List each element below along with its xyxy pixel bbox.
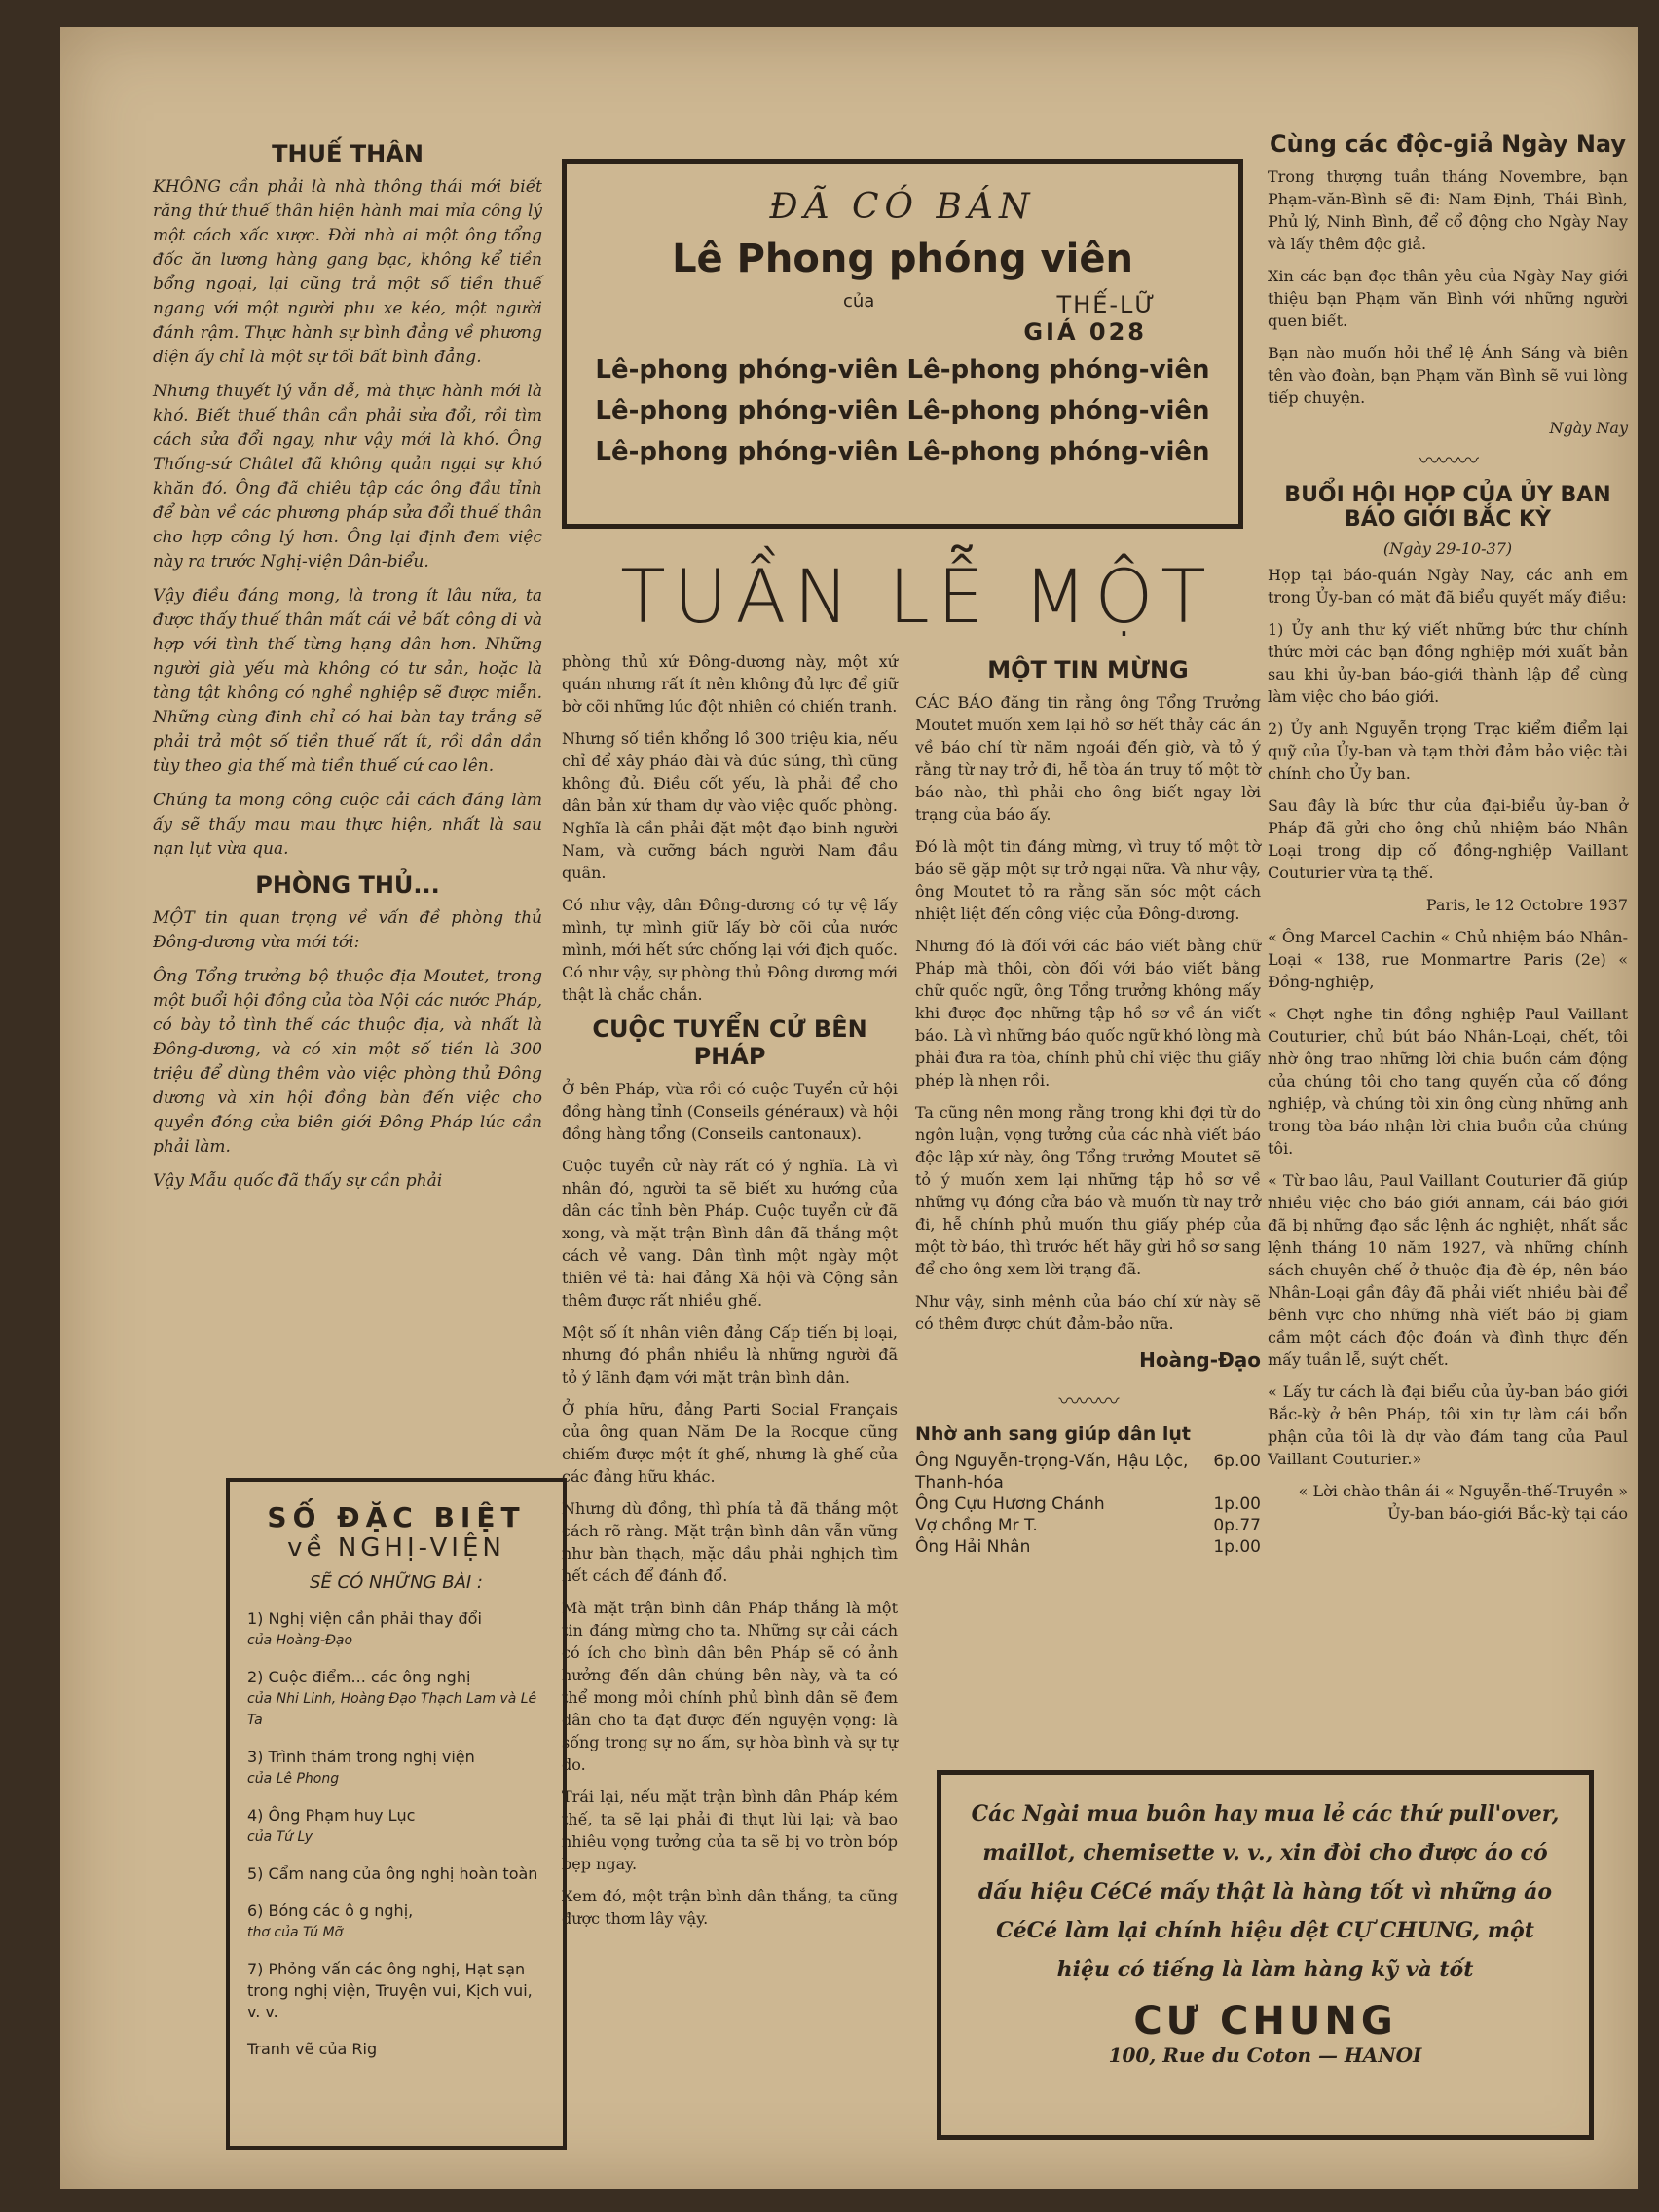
ad-repeat-line: Lê-phong phóng-viên Lê-phong phóng-viên	[595, 355, 1210, 385]
paragraph: KHÔNG cần phải là nhà thông thái mới biết rằng thứ thuế thân hiện hành mai mỉa công lý một cách xấc xược. Đời nhà ai một ông tổng đốc ăn lương hàng gang bạc, không kể tiền bổng ngoại, lại cũng trả một số tiền thuế ngang với một người phu xe kéo, một người đánh rậm. Thực hành sự bình đẳng về phương diện ấy chỉ là một sự tối bất bình đẳng.	[153, 177, 542, 367]
clothing-advertisement	[937, 1770, 1594, 2140]
paragraph: Nhưng số tiền khổng lồ 300 triệu kia, nếu chỉ để xây pháo đài và đúc súng, thì cũng không đủ. Điều cốt yếu, là phải để cho dân bản xứ tham dự vào việc quốc phòng. Nghĩa là cần phải đặt một đạo binh người Nam, và cưỡng bách người Nam đầu quân.	[562, 729, 898, 882]
special-item: Tranh vẽ của Rig	[247, 2040, 378, 2058]
book-advertisement	[562, 159, 1243, 529]
donor-name: Vợ chồng Mr T.	[915, 1516, 1038, 1535]
paragraph: Xin các bạn đọc thân yêu của Ngày Nay giới thiệu bạn Phạm văn Bình với những người quen biết.	[1268, 267, 1628, 330]
article-title-thue-than: THUẾ THÂN	[272, 140, 424, 167]
donor-amount: 6p.00	[1213, 1452, 1261, 1471]
signature: Ngày Nay	[1549, 419, 1628, 437]
ad-brand: CƯ CHUNG	[1133, 1999, 1397, 2044]
special-item: 5) Cẩm nang của ông nghị hoàn toàn	[247, 1864, 538, 1883]
paragraph: Trái lại, nếu mặt trận bình dân Pháp kém thế, ta sẽ lại phải đi thụt lùi lại; và bao nhiêu vọng tưởng của ta sẽ bị vo tròn bóp bẹp ngay.	[562, 1788, 898, 1873]
ad-author: THẾ-LỮ	[1056, 291, 1157, 318]
paragraph: CÁC BÁO đăng tin rằng ông Tổng Trưởng Moutet muốn xem lại hồ sơ hết thảy các án về báo chí từ năm ngoái đến giờ, và tỏ ý rằng từ nay trở đi, hễ tòa án truy tố một tờ báo nào, thì phải cho ông biết ngay lời trạng của báo ấy.	[915, 693, 1261, 824]
special-title: SỐ ĐẶC BIỆT	[267, 1501, 526, 1533]
donor-amount: 0p.77	[1213, 1516, 1261, 1535]
paragraph: phòng thủ xứ Đông-dương này, một xứ quán nhưng rất ít nên không đủ lực để giữ bờ cõi những lúc đột nhiên có chiến tranh.	[562, 652, 898, 716]
donor-list	[915, 1423, 1261, 1558]
paragraph: Ở phía hữu, đảng Parti Social Français của ông quan Năm De la Rocque cũng chiếm được một ít ghế, nhưng là ghế của các đảng hữu khác.	[562, 1400, 898, 1486]
ad-price: GIÁ 028	[1023, 318, 1147, 346]
paragraph: Trong thượng tuần tháng Novembre, bạn Phạm-văn-Bình sẽ đi: Nam Định, Thái Bình, Phủ lý, Ninh Bình, để cổ động cho Ngày Nay và lấy thêm độc giả.	[1268, 167, 1628, 253]
wavy-divider: 〰〰〰	[1058, 1390, 1118, 1415]
article-title-tuyen-cu: CUỘC TUYỂN CỬ BÊN PHÁP	[592, 1015, 867, 1070]
special-item: 1) Nghị viện cần phải thay đổi của Hoàng-Đạo	[247, 1609, 482, 1648]
donor-row	[915, 1536, 1261, 1558]
paragraph: Bạn nào muốn hỏi thể lệ Ánh Sáng và biên tên vào đoàn, bạn Phạm văn Bình sẽ vui lòng tiếp chuyện.	[1268, 344, 1628, 407]
special-intro: SẼ CÓ NHỮNG BÀI :	[310, 1572, 483, 1593]
ad-body: Các Ngài mua buôn hay mua lẻ các thứ pull'over, maillot, chemisette v. v., xin đòi cho được áo có dấu hiệu CéCé mấy thật là hàng tốt vì những áo CéCé làm lại chính hiệu dệt CỰ CHUNG, một hiệu có tiếng là làm hàng kỹ và tốt	[971, 1801, 1560, 1982]
letter-closing: « Lời chào thân ái « Nguyễn-thế-Truyền » Ủy-ban báo-giới Bắc-kỳ tại cáo	[1298, 1482, 1628, 1523]
donor-row	[915, 1451, 1261, 1493]
column-1	[153, 134, 542, 1203]
paragraph: Nhưng thuyết lý vẫn dễ, mà thực hành mới là khó. Biết thuế thân cần phải sửa đổi, rồi tìm cách sửa đổi ngay, như vậy mới là khó. Ông Thống-sứ Châtel đã không quản ngại sự khó khăn đó. Ông đã chiêu tập các ông đầu tỉnh để bàn về các phương pháp sửa đổi thuế thân cho hợp công lý hơn. Ông lại định đem việc này ra trước Nghị-viện Dân-biểu.	[153, 382, 542, 571]
ad-author-row	[590, 291, 1215, 318]
column-2	[562, 650, 898, 1939]
ad-of: của	[843, 291, 875, 312]
paragraph: Xem đó, một trận bình dân thắng, ta cũng được thơm lây vậy.	[562, 1887, 898, 1928]
special-item: 2) Cuộc điểm... các ông nghị của Nhi Linh, Hoàng Đạo Thạch Lam và Lê Ta	[247, 1668, 537, 1728]
section-masthead: TUẦN LỄ MỘT	[620, 553, 1214, 640]
article-title-tin-mung: MỘT TIN MỪNG	[987, 656, 1189, 683]
donor-amount: 1p.00	[1213, 1537, 1261, 1557]
paragraph: Đó là một tin đáng mừng, vì truy tố một tờ báo sẽ gặp một sự trở ngại nữa. Và như vậy, ông Moutet tỏ ra rằng săn sóc một cách nhiệt liệt đến công việc của Đông-dương.	[915, 837, 1261, 923]
paragraph: « Lấy tư cách là đại biểu của ủy-ban báo giới Bắc-kỳ ở bên Pháp, tôi xin tự làm cái bổn phận của tôi là dự vào đám tang của Paul Vaillant Couturier.»	[1268, 1382, 1628, 1468]
author-signature: Hoàng-Đạo	[1139, 1348, 1261, 1372]
paragraph: Ông Tổng trưởng bộ thuộc địa Moutet, trong một buổi hội đồng của tòa Nội các nước Pháp, có bày tỏ tình thế các thuộc địa, và nhất là Đông-dương, và có xin một số tiền là 300 triệu để dùng thêm vào việc phòng thủ Đông dương và xin hội đồng bàn đến việc cho quyền đóng cửa biên giới Đông Pháp lúc cần phải làm.	[153, 967, 542, 1157]
paragraph: 2) Ủy anh Nguyễn trọng Trạc kiểm điểm lại quỹ của Ủy-ban và tạm thời đảm bảo việc tài chính cho Ủy ban.	[1268, 719, 1628, 783]
wavy-divider: 〰〰〰	[1418, 450, 1477, 474]
paragraph: Nhưng dù đồng, thì phía tả đã thắng một cách rõ ràng. Mặt trận bình dân vẫn vững như bàn thạch, mặc dầu phải nghịch tìm hết cách để đánh đổ.	[562, 1499, 898, 1585]
paragraph: « Chợt nghe tin đồng nghiệp Paul Vaillant Couturier, chủ bút báo Nhân-Loại, chết, tôi nhờ ông trao những lời chia buồn cảm động của chúng tôi cho tang quyến của cố đồng nghiệp, và chúng tôi xin ông cùng những anh trong tòa báo nhận lời chia buồn của chúng tôi.	[1268, 1005, 1628, 1158]
paragraph: Nhưng đó là đối với các báo viết bằng chữ Pháp mà thôi, còn đối với báo viết bằng chữ quốc ngữ, ông Tổng trưởng không mấy khi được đọc những tập hồ sơ về án viết báo. Là vì những báo quốc ngữ khó lòng mà phải đưa ra tòa, chính phủ chỉ việc thu giấy phép là nhẹn rồi.	[915, 937, 1261, 1089]
article-title-hoi-hop: BUỔI HỘI HỌP CỦA ỦY BAN BÁO GIỚI BẮC KỲ	[1284, 483, 1611, 532]
paragraph: Ở bên Pháp, vừa rồi có cuộc Tuyển cử hội đồng hàng tỉnh (Conseils généraux) và hội đồng hàng tổng (Conseils cantonaux).	[562, 1080, 898, 1143]
newspaper-page	[60, 27, 1638, 2189]
special-subtitle: về NGHỊ-VIỆN	[287, 1533, 505, 1563]
article-title-phong-thu: PHÒNG THỦ...	[255, 871, 440, 899]
paragraph: Cuộc tuyển cử này rất có ý nghĩa. Là vì nhân đó, người ta sẽ biết xu hướng của dân các tỉnh bên Pháp. Cuộc tuyển cử đã xong, và mặt trận Bình dân đã thắng một cách vẻ vang. Dân tình một ngày một thiên về tả: hai đảng Xã hội và Cộng sản thêm được rất nhiều ghế.	[562, 1157, 898, 1309]
paragraph: 1) Ủy anh thư ký viết những bức thư chính thức mời các bạn đồng nghiệp mới xuất bản sau khi ủy-ban báo-giới thành lập để cùng làm việc cho báo giới.	[1268, 620, 1628, 706]
paragraph: Như vậy, sinh mệnh của báo chí xứ này sẽ có thêm được chút đảm-bảo nữa.	[915, 1292, 1261, 1333]
donor-name: Ông Cựu Hương Chánh	[915, 1494, 1105, 1514]
paragraph: Vậy điều đáng mong, là trong ít lâu nữa, ta được thấy thuế thân mất cái vẻ bất công di và hợp với tình thế từng hạng dân hơn. Những người già yếu mà không có tư sản, hoặc là tàng tật không có nghề nghiệp sẽ được miễn. Những cùng đinh chỉ có hai bàn tay trắng sẽ phải trả một số tiền thuế rất ít, rồi dần dần tùy theo gia thế mà tiền thuế cứ cao lên.	[153, 586, 542, 776]
special-item: 3) Trình thám trong nghị viện của Lê Phong	[247, 1748, 475, 1787]
paragraph: Mà mặt trận bình dân Pháp thắng là một tin đáng mừng cho ta. Những sự cải cách có ích cho bình dân bên Pháp sẽ có ảnh hưởng đến dân chúng bên này, và ta có thể mong mỏi chính phủ bình dân sẽ đem dân cho ta đạt được đến nguyện vọng: là sống trong sự no ấm, sự hòa bình và sự tự do.	[562, 1599, 898, 1774]
letter-date: Paris, le 12 Octobre 1937	[1425, 896, 1628, 914]
paragraph: Một số ít nhân viên đảng Cấp tiến bị loại, nhưng đó phần nhiều là những người đã tỏ ý lãnh đạm với mặt trận bình dân.	[562, 1323, 898, 1386]
special-item: 6) Bóng các ô g nghị, thơ của Tú Mỡ	[247, 1901, 414, 1940]
paragraph: « Từ bao lâu, Paul Vaillant Couturier đã giúp nhiều việc cho báo giới annam, cái báo giới đã bị những đạo sắc lệnh ác nghiệt, nhất sắc lệnh tháng 10 năm 1927, và những chính sách chuyên chế ở thuộc địa đè ép, nên báo Nhân-Loại gần đây đã phải viết nhiều bài để bênh vực cho những nhà viết báo bị giam cầm một cách độc đoán và đình thực đến mấy tuần lễ, suýt chết.	[1268, 1171, 1628, 1369]
ad-line-available: ĐÃ CÓ BÁN	[769, 187, 1036, 227]
paragraph: Họp tại báo-quán Ngày Nay, các anh em trong Ủy-ban có mặt đã biểu quyết mấy điều:	[1268, 566, 1628, 607]
paragraph: « Ông Marcel Cachin « Chủ nhiệm báo Nhân-Loại « 138, rue Monmartre Paris (2e) « Đồng-nghiệp,	[1268, 928, 1628, 991]
donor-amount: 1p.00	[1213, 1494, 1261, 1514]
column-4	[1268, 125, 1628, 1534]
ad-address: 100, Rue du Coton — HANOI	[1108, 2044, 1422, 2067]
special-item: 7) Phỏng vấn các ông nghị, Hạt sạn trong nghị viện, Truyện vui, Kịch vui, v. v.	[247, 1960, 533, 2021]
meeting-date: (Ngày 29-10-37)	[1382, 539, 1513, 558]
paragraph: Sau đây là bức thư của đại-biểu ủy-ban ở Pháp đã gửi cho ông chủ nhiệm báo Nhân Loại trong dịp cố đồng-nghiệp Vaillant Couturier vừa tạ thế.	[1268, 796, 1628, 882]
paragraph: Chúng ta mong công cuộc cải cách đáng làm ấy sẽ thấy mau mau thực hiện, nhất là sau nạn lụt vừa qua.	[153, 791, 542, 859]
paragraph: Ta cũng nên mong rằng trong khi đợi từ do ngôn luận, vọng tưởng của các nhà viết báo độc lập xứ này, ông Tổng trưởng Moutet sẽ tỏ ý muốn xem lại những tập hồ sơ về những vụ đóng cửa báo và muốn từ nay trở đi, hễ chính phủ muốn thu giấy phép của một tờ báo, thì trước hết hãy gửi hồ sơ sang để cho ông xem lời trạng đã.	[915, 1103, 1261, 1278]
donor-name: Ông Hải Nhân	[915, 1537, 1031, 1557]
donor-row	[915, 1515, 1261, 1536]
donor-name: Ông Nguyễn-trọng-Vấn, Hậu Lộc, Thanh-hóa	[915, 1452, 1189, 1493]
column-3	[915, 650, 1261, 1558]
special-item: 4) Ông Phạm huy Lục của Tứ Ly	[247, 1806, 416, 1845]
paragraph: MỘT tin quan trọng về vấn đề phòng thủ Đông-dương vừa mới tới:	[153, 908, 542, 952]
donor-list-title: Nhờ anh sang giúp dân lụt	[915, 1423, 1191, 1445]
article-title-doc-gia: Cùng các độc-giả Ngày Nay	[1269, 130, 1627, 158]
special-issue-box	[226, 1478, 567, 2150]
ad-book-title: Lê Phong phóng viên	[672, 237, 1133, 281]
ad-repeat-line: Lê-phong phóng-viên Lê-phong phóng-viên	[595, 396, 1210, 425]
paragraph: Vậy Mẫu quốc đã thấy sự cần phải	[153, 1171, 443, 1191]
ad-repeat-line: Lê-phong phóng-viên Lê-phong phóng-viên	[595, 437, 1210, 466]
paragraph: Có như vậy, dân Đông-dương có tự vệ lấy mình, tự mình giữ lấy bờ cõi của nước mình, mới hết sức chống lại với địch quốc. Có như vậy, sự phòng thủ Đông dương mới thật là chắc chắn.	[562, 896, 898, 1004]
donor-row	[915, 1493, 1261, 1515]
